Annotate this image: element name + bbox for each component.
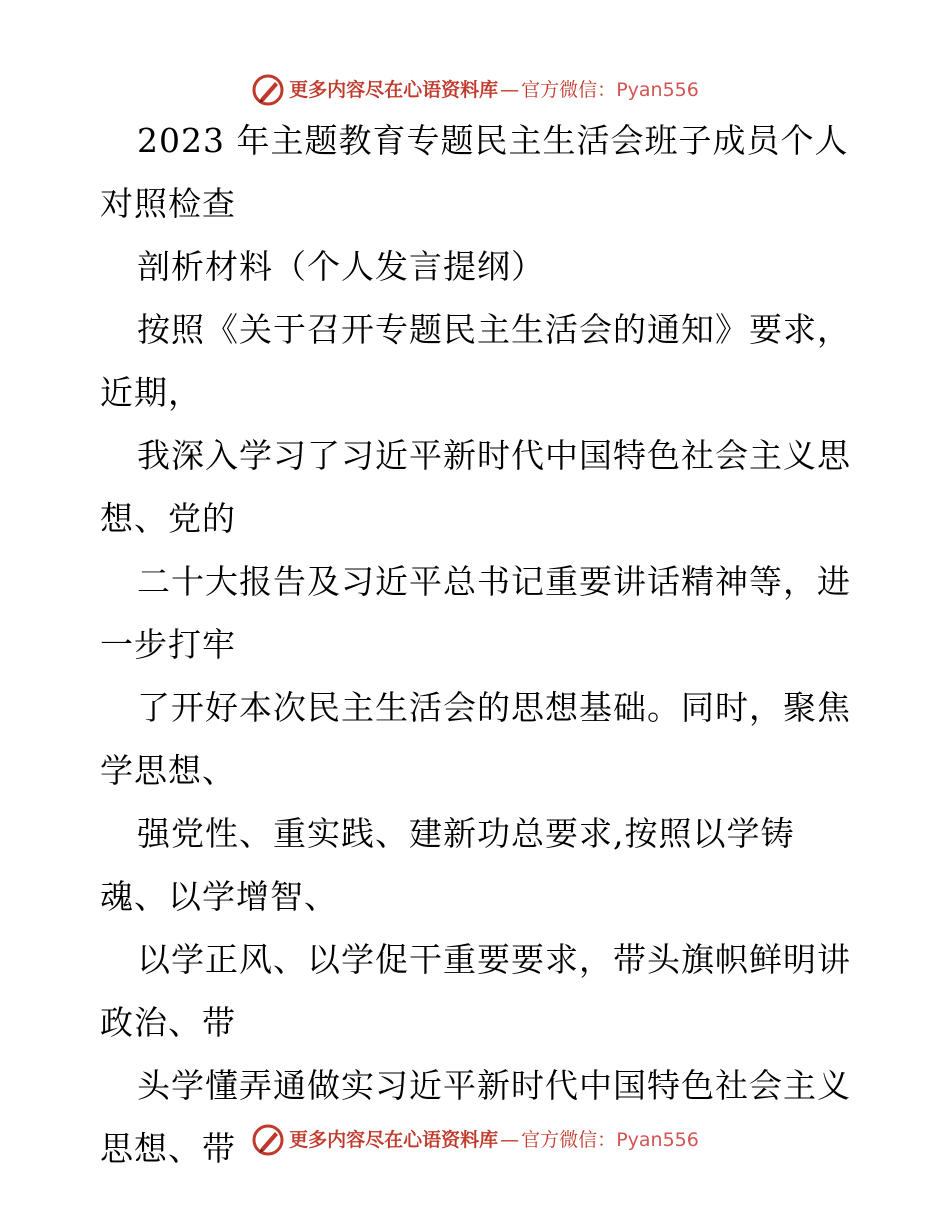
pen-logo-icon [251,1123,285,1157]
watermark-contact-label: 官方微信： [521,79,617,101]
doc-line: 一步打牢 [100,625,236,664]
watermark-footer [0,1120,950,1160]
doc-line: 魂、以学增智、 [100,877,338,916]
doc-line: 想、党的 [100,499,236,538]
watermark-dash: — [500,1129,520,1151]
document-body [100,120,860,1191]
watermark-header [0,70,950,110]
watermark-brand: 更多内容尽在心语资料库 [289,1129,499,1151]
doc-line: 学思想、 [100,751,236,790]
doc-line: 政治、带 [100,1003,236,1042]
doc-line: 我深入学习了习近平新时代中国特色社会主义思 [137,436,851,475]
doc-line: 了开好本次民主生活会的思想基础。同时，聚焦 [137,688,851,727]
doc-line: 头学懂弄通做实习近平新时代中国特色社会主义 [137,1066,851,1105]
doc-title-line-1: 2023 年主题教育专题民主生活会班子成员个人 [137,121,849,160]
doc-line: 按照《关于召开专题民主生活会的通知》要求， [137,310,851,349]
doc-line: 强党性、重实践、建新功总要求,按照以学铸 [137,814,795,853]
doc-line: 二十大报告及习近平总书记重要讲话精神等，进 [137,562,851,601]
pen-logo-icon [251,73,285,107]
watermark-contact-id: Pyan556 [616,79,699,101]
watermark-contact-id: Pyan556 [616,1129,699,1151]
doc-line: 以学正风、以学促干重要要求，带头旗帜鲜明讲 [137,940,851,979]
doc-subtitle: 剖析材料（个人发言提纲） [137,247,545,286]
doc-line: 近期， [100,373,202,412]
watermark-contact-label: 官方微信： [521,1129,617,1151]
doc-line: 思想、带 [100,1129,236,1168]
watermark-dash: — [500,79,520,101]
watermark-brand: 更多内容尽在心语资料库 [289,79,499,101]
doc-title-line-2: 对照检查 [100,184,236,223]
